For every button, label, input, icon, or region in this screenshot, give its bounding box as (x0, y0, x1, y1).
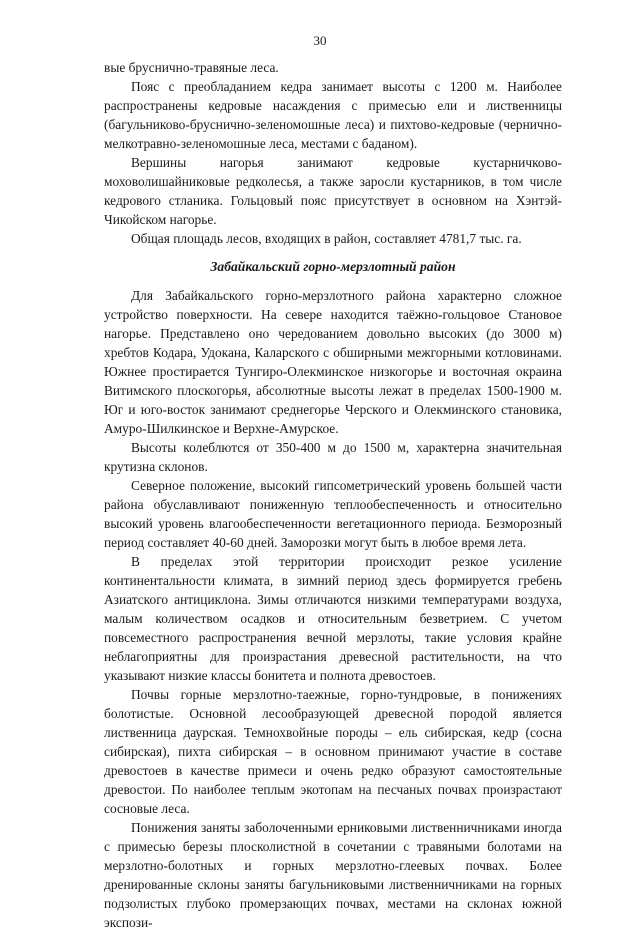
paragraph: Для Забайкальского горно-мерзлотного района характерно сложное устройство поверхности. На севере находится таёжно-гольцовое Становое нагорье. Представлено оно чередованием довольно высоких (до 3000 м) хребтов Кодара, Удокана, Каларского с обширными межгорными котловинами. Южнее простирается Тунгиро-Олекминское низкогорье и восточная окраина Витимского плоскогорья, абсолютные высоты лежат в пределах 1500-1900 м. Юг и юго-восток занимают среднегорье Черского и Олекминского становика, Амуро-Шилкинское и Верхне-Амурское. (104, 288, 562, 436)
paragraph: Пояс с преобладанием кедра занимает высоты с 1200 м. Наиболее распространены кедровые насаждения с примесью ели и лиственницы (багульниково-бруснично-зеленомошные леса) и пихтово-кедровые (чернично-мелкотравно-зеленомошные леса, местами с баданом). (104, 79, 562, 151)
section-heading: Забайкальский горно-мерзлотный район (210, 259, 456, 274)
paragraph: Высоты колеблются от 350-400 м до 1500 м, характерна значительная крутизна склонов. (104, 440, 562, 474)
paragraph: Понижения заняты заболоченными ерниковыми лиственничниками иногда с примесью березы плосколистной в сочетании с травяными болотами на мерзлотно-болотных и горных мерзлотно-глеевых почвах. Более дренированные склоны заняты багульниковыми лиственничниками на горных подзолистых глубоко промерзающих почвах, местами на склонах южной экспози- (104, 820, 562, 930)
paragraph: Почвы горные мерзлотно-таежные, горно-тундровые, в понижениях болотистые. Основной лесообразующей древесной породой является лиственница даурская. Темнохвойные породы – ель сибирская, кедр (сосна сибирская), пихта сибирская – в основном принимают участие в составе древостоев в качестве примеси и очень редко образуют самостоятельные древостои. По наиболее теплым экотопам на песчаных почвах произрастают сосновые леса. (104, 687, 562, 816)
paragraph-continuation: вые бруснично-травяные леса. (104, 60, 279, 75)
paragraph: В пределах этой территории происходит резкое усиление континентальности климата, в зимний период здесь формируется гребень Азиатского антициклона. Зимы отличаются низкими температурами воздуха, малым количеством осадков и относительным безветрием. С учетом повсеместного распространения вечной мерзлоты, такие условия крайне неблагоприятны для произрастания древесной растительности, на что указывают низкие классы бонитета и полнота древостоев. (104, 554, 562, 683)
page-content (104, 58, 562, 932)
paragraph: Вершины нагорья занимают кедровые кустарничково-моховолишайниковые редколесья, а также заросли кустарников, в том числе кедрового стланика. Гольцовый пояс присутствует в основном на Хэнтэй-Чикойском нагорье. (104, 155, 562, 227)
paragraph: Северное положение, высокий гипсометрический уровень большей части района обуславливают пониженную теплообеспеченность и относительно высокий уровень влагообеспеченности вегетационного периода. Безморозный период составляет 40-60 дней. Заморозки могут быть в любое время лета. (104, 478, 562, 550)
page-number: 30 (313, 33, 327, 48)
paragraph: Общая площадь лесов, входящих в район, составляет 4781,7 тыс. га. (131, 231, 522, 246)
